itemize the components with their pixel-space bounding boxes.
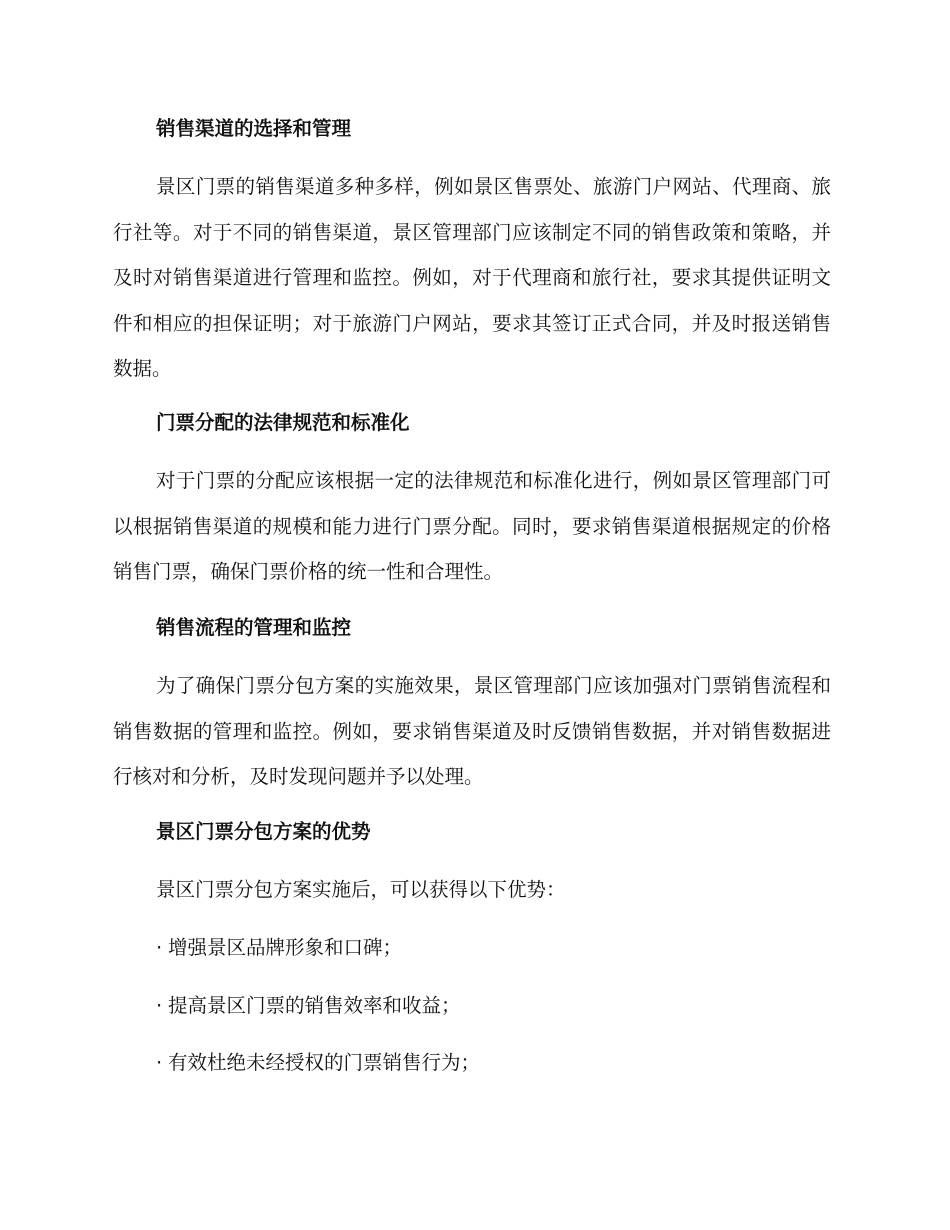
- bullet-marker: ·: [156, 936, 163, 959]
- section-body-ticket-allocation: 对于门票的分配应该根据一定的法律规范和标准化进行，例如景区管理部门可以根据销售渠道的规模和能力进行门票分配。同时，要求销售渠道根据规定的价格销售门票，确保门票价格的统一性和合理性。: [113, 469, 831, 584]
- advantages-intro: 景区门票分包方案实施后，可以获得以下优势：: [156, 878, 566, 901]
- list-item-text: 增强景区品牌形象和口碑；: [168, 936, 403, 959]
- list-item: [156, 992, 461, 1020]
- section-body-sales-process: 为了确保门票分包方案的实施效果，景区管理部门应该加强对门票销售流程和销售数据的管理和监控。例如，要求销售渠道及时反馈销售数据，并对销售数据进行核对和分析，及时发现问题并予以处理。: [113, 674, 831, 789]
- list-item: [156, 1049, 480, 1077]
- section-heading-sales-process: 销售流程的管理和监控: [156, 616, 352, 639]
- section-heading-sales-channel: 销售渠道的选择和管理: [156, 117, 352, 140]
- list-item-text: 有效杜绝未经授权的门票销售行为；: [168, 1051, 481, 1074]
- bullet-marker: ·: [156, 994, 163, 1017]
- list-item: [156, 934, 402, 962]
- section-body-sales-channel: 景区门票的销售渠道多种多样，例如景区售票处、旅游门户网站、代理商、旅行社等。对于不同的销售渠道，景区管理部门应该制定不同的销售政策和策略，并及时对销售渠道进行管理和监控。例如，对于代理商和旅行社，要求其提供证明文件和相应的担保证明；对于旅游门户网站，要求其签订正式合同，并及时报送销售数据。: [113, 175, 831, 381]
- list-item-text: 提高景区门票的销售效率和收益；: [168, 994, 461, 1017]
- section-heading-advantages: 景区门票分包方案的优势: [156, 820, 371, 843]
- section-heading-ticket-allocation: 门票分配的法律规范和标准化: [156, 411, 410, 434]
- bullet-marker: ·: [156, 1051, 163, 1074]
